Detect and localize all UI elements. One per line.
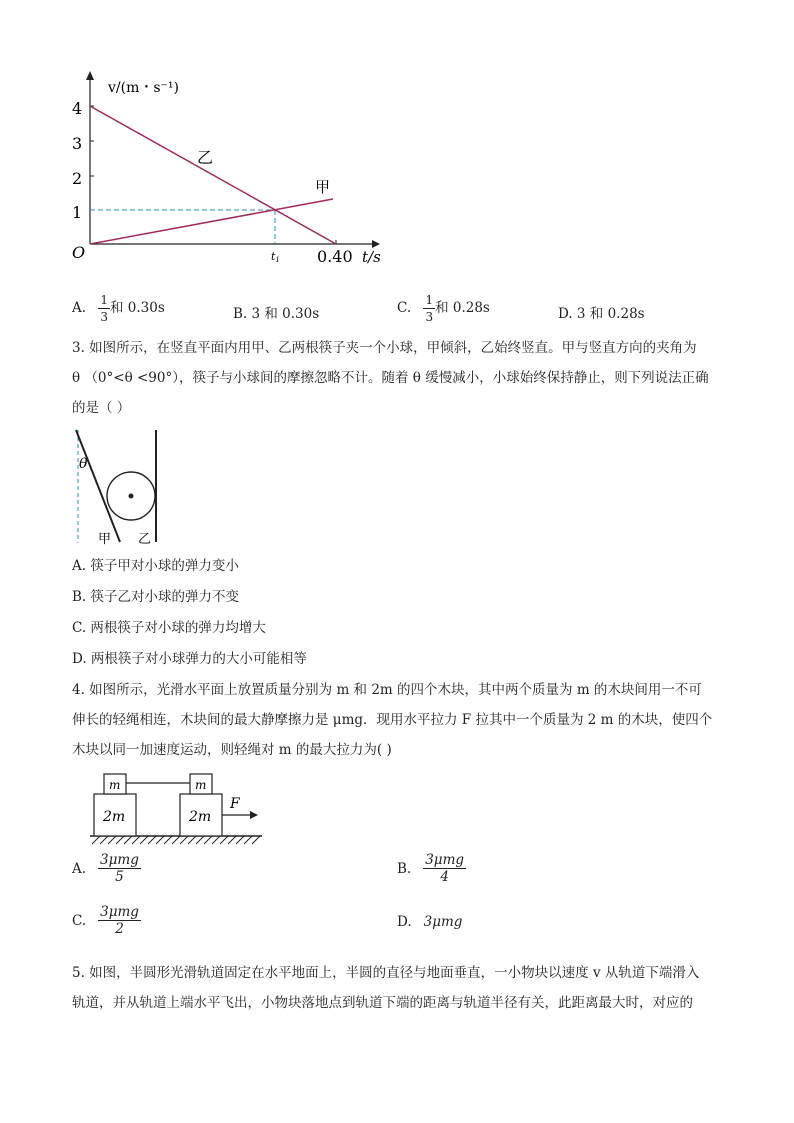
label-jia: 甲 [315, 178, 331, 196]
velocity-time-chart [60, 66, 390, 281]
y-axis-label: v/(m・s⁻¹) [108, 80, 180, 96]
svg-text:m: m [109, 778, 121, 792]
label-jia: 甲 [98, 532, 112, 547]
q2-option-c: C. $\frac{1}{3}$ 和 0.28s [397, 293, 490, 324]
x-axis-label: t/s [362, 248, 381, 266]
svg-text:F: F [230, 796, 240, 812]
q2-option-a: A. $\frac{1}{3}$ 和 0.30s [72, 293, 165, 324]
q5-line-2: 轨道，并从轨道上端水平飞出，小物块落地点到轨道下端的距离与轨道半径有关，此距离最大时，对应的 [72, 995, 693, 1011]
ytick-3: 3 [72, 134, 83, 153]
q4-option-b: B. $\frac{\text{3μmg}}{4}$ [397, 852, 465, 885]
xtick-040: 0.40 [317, 247, 353, 266]
blocks-figure [90, 768, 270, 850]
ytick-1: 1 [72, 203, 83, 222]
q3-option-c: C. 两根筷子对小球的弹力均增大 [72, 620, 266, 636]
label-yi: 乙 [197, 148, 214, 167]
svg-text:2m: 2m [103, 809, 126, 825]
theta-label: θ [79, 456, 88, 472]
q3-option-d: D. 两根筷子对小球弹力的大小可能相等 [72, 651, 307, 667]
q3-line-3: 的是（ ） [72, 400, 131, 416]
q4-line-2: 伸长的轻绳相连，木块间的最大静摩擦力是 μmg．现用水平拉力 F 拉其中一个质量为 2 m 的木块，使四个 [72, 712, 713, 728]
q3-line-1: 3. 如图所示，在竖直平面内用甲、乙两根筷子夹一个小球，甲倾斜，乙始终竖直。甲与竖直方向的夹角为 [72, 340, 697, 356]
q2-option-b: B. 3 和 0.30s [233, 306, 320, 322]
q3-line-2: θ （0°<θ <90°），筷子与小球间的摩擦忽略不计。随着 θ 缓慢减小，小球始终保持静止，则下列说法正确 [72, 370, 709, 386]
ytick-4: 4 [72, 99, 83, 118]
q4-option-a: A. $\frac{\text{3μmg}}{5}$ [72, 852, 139, 885]
origin-label: O [72, 243, 86, 262]
svg-text:2m: 2m [189, 809, 212, 825]
q4-line-1: 4. 如图所示，光滑水平面上放置质量分别为 m 和 2m 的四个木块，其中两个质量为 m 的木块间用一不可 [72, 682, 702, 698]
svg-text:m: m [195, 778, 207, 792]
q3-option-a: A. 筷子甲对小球的弹力变小 [72, 558, 239, 574]
chopstick-jia [76, 430, 120, 542]
chopsticks-figure [68, 428, 168, 548]
q3-option-b: B. 筷子乙对小球的弹力不变 [72, 589, 240, 605]
q5-line-1: 5. 如图，半圆形光滑轨道固定在水平地面上，半圆的直径与地面垂直，一小物块以速度 v 从轨道下端滑入 [72, 965, 700, 981]
q2-option-d: D. 3 和 0.28s [558, 306, 645, 322]
ytick-2: 2 [72, 169, 83, 188]
label-yi: 乙 [138, 532, 152, 547]
q4-option-c: C. $\frac{\text{3μmg}}{2}$ [72, 904, 139, 937]
t1-label: t1 [271, 250, 280, 264]
q4-line-3: 木块以同一加速度运动，则轻绳对 m 的最大拉力为( ) [72, 742, 392, 758]
q4-option-d: D. 3μmg [397, 914, 463, 930]
